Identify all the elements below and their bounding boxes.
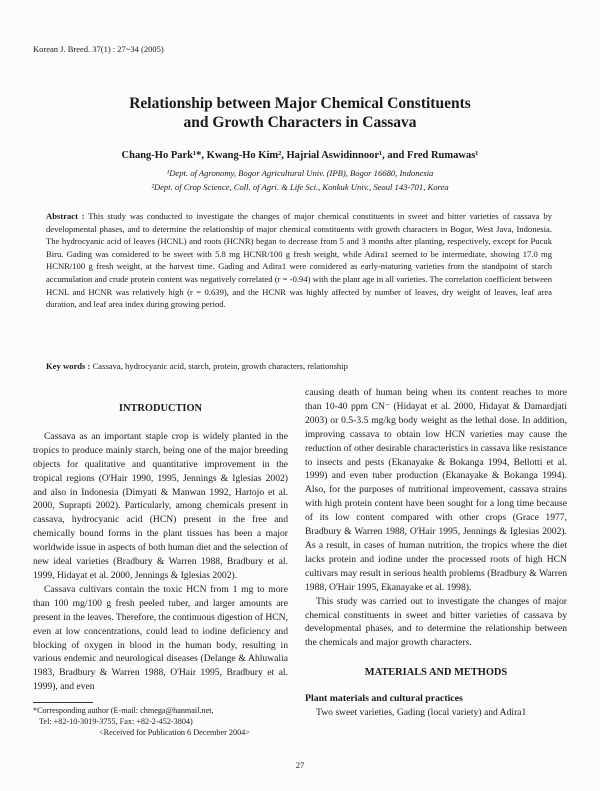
title-line-1: Relationship between Major Chemical Constituents [129,95,471,112]
affiliation-1: ¹Dept. of Agronomy, Bogor Agricultural Univ. (IPB), Bogor 16680, Indonesia [166,168,434,178]
footnote [33,705,250,738]
intro-paragraph-1: Cassava as an important staple crop is widely planted in the tropics to produce mainly starch, being one of the major breeding objects for qualitative and quantitative improvement in the tropical regions (O'Hair 1990, 1995, Jennings & Iglesias 2002) and also in Indonesia (Dimyati & Manwan 1992, Hartojo et al. 2000, Suprapti 2002). Particularly, among chemicals present in cassava, hydrocyanic acid (HCN) present in the free and chemically bound forms in the plant tissues has been a major worldwide issue in aspects of both human diet and the selection of new ideal varieties (Bradbury & Warren 1988, Bradbury et al. 1999, Hidayat et al. 2000, Jennings & Iglesias 2002). [33,430,288,581]
introduction-heading: INTRODUCTION [118,403,203,414]
abstract [46,210,552,311]
footnote-line-3: <Received for Publication 6 December 2004> [99,728,250,737]
methods-subheading: Plant materials and cultural practices [305,693,463,705]
keywords-label: Key words : [46,361,91,371]
methods-paragraph-1: Two sweet varieties, Gading (local variety) and Adira1 [316,707,527,719]
left-column [33,402,288,694]
keywords-text: Cassava, hydrocyanic acid, starch, protein, growth characters, relationship [92,361,348,371]
methods-heading: MATERIALS AND METHODS [364,667,508,679]
journal-reference: Korean J. Breed. 37(1) : 27~34 (2005) [33,44,164,54]
footnote-line-2: Tel: +82-10-3019-3755, Fax: +82-2-452-3804) [39,717,193,726]
right-paragraph-1: causing death of human being when its content reaches to more than 10-40 ppm CN⁻ (Hidayat et al. 2000, Hidayat & Damardjati 2003) or 0.5-3.5 mg/kg body weight as the lethal dose. In addition, improving cassava to obtain low HCN varieties may cause the reduction of other desirable characteristics in cassava like resistance to insects and pests (Ekanayake & Bokanga 1994, Bellotti et al. 1999) and even tuber production (Ekanayake & Bokanga 1994). Also, for the purposes of nutritional improvement, cassava strains with high protein content have been sought for a long time because of its low content compared with other crops (Grace 1977, Bradbury & Warren 1988, O'Hair 1995, Jennings & Iglesias 2002). As a result, in cases of human nutrition, the tropics where the diet lacks protein and iodine under the processed roots of high HCN cultivars may result in serious health problems (Bradbury & Warren 1988, O'Hair 1995, Ekanayake et al. 1998). [305,387,567,593]
footnote-line-1: *Corresponding author (E-mail: chmega@hanmail.net, [33,706,214,715]
abstract-text: This study was conducted to investigate the changes of major chemical constituents in sweet and bitter varieties of cassava by developmental phases, and to determine the relationship of major chemical constituents with growth characters in Bogor, West Java, Indonesia. The hydrocyanic acid of leaves (HCNL) and roots (HCNR) began to decrease from 5 and 3 months after planting, respectively, except for Pucuk Biru. Gading was considered to be sweet with 5.8 mg HCNR/100 g fresh weight, while Adira1 seemed to be intermediate, showing 17.0 mg HCNR/100 g fresh weight, at the harvest time. Gading and Adira1 were considered as early-maturing varieties from the standpoint of starch accumulation and crude protein content was negatively correlated (r = -0.94) with the plant age in all varieties. The correlation coefficient between HCNL and HCNR was relatively high (r = 0.639), and the HCNR was highly affected by number of leaves, dry weight of leaves, leaf area duration, and leaf area index during growing period. [46,211,552,310]
intro-paragraph-2: Cassava cultivars contain the toxic HCN from 1 mg to more than 100 mg/100 g fresh peeled tuber, and larger amounts are present in the leaves. Therefore, the continuous digestion of HCN, even at low concentrations, could lead to iodine deficiency and blocking of oxygen in blood in the human body, resulting in various endemic and neurological diseases (Delange & Ahluwalia 1983, Bradbury & Warren 1988, O'Hair 1995, Bradbury et al. 1999), and even [33,583,288,693]
page-number: 27 [295,760,305,770]
title-line-2: and Growth Characters in Cassava [183,114,417,131]
abstract-label: Abstract : [46,211,85,221]
right-column [305,386,567,720]
right-paragraph-2: This study was carried out to investigate the changes of major chemical constituents in sweet and bitter varieties of cassava by developmental phases, and to determine the relationship between the chemicals and major growth characters. [305,595,567,649]
paper-title [0,94,600,132]
affiliation-2: ²Dept. of Crop Science, Coll. of Agri. & Life Sci., Konkuk Univ., Seoul 143-701, Korea [151,182,449,192]
footnote-rule [33,702,93,703]
author-list: Chang-Ho Park¹*, Kwang-Ho Kim², Hajrial Aswidinnoor¹, and Fred Rumawas¹ [121,150,479,161]
keywords [46,361,348,371]
